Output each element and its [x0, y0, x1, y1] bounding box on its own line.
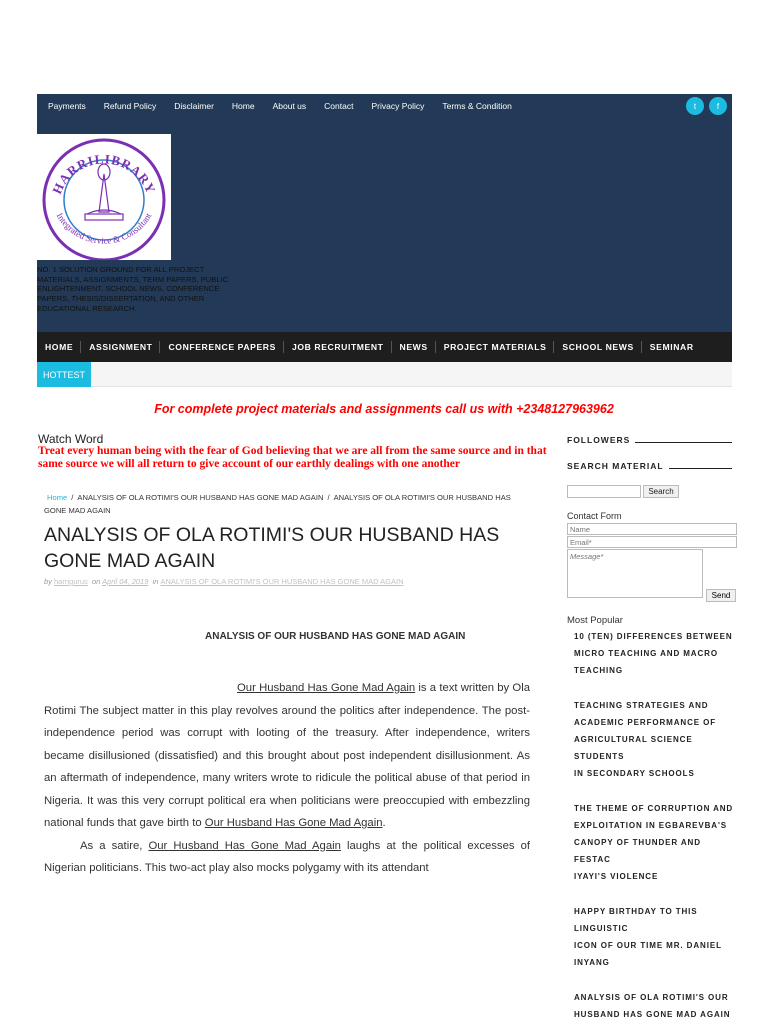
site-tagline: NO. 1 SOLUTION GROUND FOR ALL PROJECT MATERIALS, ASSIGNMENTS, TERM PAPERS, PUBLIC ENLIGHTENMENT, SCHOOL NEWS, CONFERENCE PAPERS, THESIS/DISSERTATION, AND OTHER EDUCATIONAL RESEARCH. [37, 265, 229, 313]
followers-title: FOLLOWERS [567, 435, 631, 445]
post-paragraph [44, 677, 530, 835]
twitter-icon[interactable]: t [686, 97, 704, 115]
hottest-ticker [37, 362, 732, 387]
social-links [686, 97, 732, 115]
breadcrumb-separator: / [71, 493, 74, 502]
main-nav-school-news[interactable]: SCHOOL NEWS [554, 341, 641, 353]
popular-post-link[interactable]: THE THEME OF CORRUPTION AND EXPLOITATION IN EGBAREVBA'S CANOPY OF THUNDER AND FESTAC IYAYI'S VIOLENCE [574, 804, 734, 881]
search-title: SEARCH MATERIAL [567, 461, 664, 471]
post-paragraph [44, 835, 530, 880]
breadcrumb-category[interactable]: ANALYSIS OF OLA ROTIMI'S OUR HUSBAND HAS GONE MAD AGAIN [77, 493, 324, 502]
most-popular-title: Most Popular [567, 615, 623, 626]
main-nav-seminar[interactable]: SEMINAR [649, 342, 694, 352]
top-nav-about-us[interactable]: About us [272, 101, 307, 111]
main-nav-conference-papers[interactable]: CONFERENCE PAPERS [160, 341, 283, 353]
top-nav-privacy-policy[interactable]: Privacy Policy [371, 101, 425, 111]
name-field[interactable] [567, 523, 737, 535]
logo-lower-text: Integrated Service & Consultant [54, 211, 154, 246]
popular-post-link[interactable]: ANALYSIS OF OLA ROTIMI'S OUR HUSBAND HAS GONE MAD AGAIN [574, 993, 731, 1019]
breadcrumb-separator: / [327, 493, 330, 502]
top-nav-payments[interactable]: Payments [48, 101, 86, 111]
heading-rule [635, 442, 732, 443]
watch-word-label: Watch Word [38, 432, 104, 446]
post-author[interactable]: harrigurus [54, 577, 88, 586]
search-button[interactable]: Search [643, 485, 679, 498]
breadcrumb-current: ANALYSIS OF OLA ROTIMI'S OUR HUSBAND HAS GONE MAD AGAIN [44, 493, 511, 515]
top-nav-terms[interactable]: Terms & Condition [442, 101, 512, 111]
paragraph-text: laughs at the political excesses of Nigerian politicians. This two-act play also mocks polygamy with its attendant [44, 839, 531, 874]
breadcrumb-home[interactable]: Home [47, 493, 68, 502]
top-nav [37, 94, 519, 118]
popular-post-link[interactable]: HAPPY BIRTHDAY TO THIS LINGUISTIC ICON OF OUR TIME MR. DANIEL INYANG [574, 907, 722, 967]
post-subheading: ANALYSIS OF OUR HUSBAND HAS GONE MAD AGAIN [205, 631, 466, 642]
facebook-icon[interactable]: f [709, 97, 727, 115]
top-bar [37, 94, 732, 118]
post-title: ANALYSIS OF OLA ROTIMI'S OUR HUSBAND HAS GONE MAD AGAIN [44, 524, 500, 572]
popular-post-link[interactable]: 10 (TEN) DIFFERENCES BETWEEN MICRO TEACHING AND MACRO TEACHING [574, 632, 733, 675]
play-title-link[interactable]: Our Husband Has Gone Mad Again [204, 817, 383, 829]
post-date[interactable]: April 04, 2019 [102, 577, 149, 586]
watch-word-text: Treat every human being with the fear of God believing that we are all from the same source and in that same source we will all return to give account of our earthly dealings with one another [38, 445, 547, 470]
site-header [37, 118, 732, 332]
search-heading [567, 461, 732, 471]
promo-banner: For complete project materials and assignments call us with +2348127963962 [154, 402, 614, 416]
top-nav-disclaimer[interactable]: Disclaimer [174, 101, 214, 111]
main-nav-home[interactable]: HOME [37, 341, 81, 353]
post-body [44, 677, 530, 880]
logo-arc-text: HARRILIBRARY [49, 151, 159, 197]
main-nav-assignment[interactable]: ASSIGNMENT [81, 341, 160, 353]
meta-by: by [44, 577, 52, 586]
followers-heading [567, 435, 732, 445]
top-nav-refund-policy[interactable]: Refund Policy [103, 101, 157, 111]
hottest-label: HOTTEST [37, 362, 91, 387]
paragraph-text: . [382, 817, 386, 829]
top-nav-contact[interactable]: Contact [324, 101, 354, 111]
play-title-link[interactable]: Our Husband Has Gone Mad Again [237, 682, 416, 694]
search-input[interactable] [567, 485, 641, 498]
post-meta [44, 577, 404, 586]
main-nav-project-materials[interactable]: PROJECT MATERIALS [436, 341, 555, 353]
contact-form-title: Contact Form [567, 511, 622, 521]
top-nav-home[interactable]: Home [231, 101, 255, 111]
main-nav-news[interactable]: NEWS [392, 341, 436, 353]
meta-in: in [152, 577, 159, 586]
main-nav [37, 332, 732, 362]
meta-on: on [91, 577, 101, 586]
email-field[interactable] [567, 536, 737, 548]
paragraph-text: is a text written by Ola Rotimi The subject matter in this play revolves around the politics after independence. The post-independence period was corrupt with looting of the treasury. After independence, writers became disillusioned (dissatisfied) and this brought about post independent disillusionment. As an aftermath of independence, many writers wrote to ridicule the political abuse of that period in Nigeria. It was this very corrupt political era when politicians were preoccupied with embezzling national funds that gave birth to [44, 682, 531, 829]
heading-rule [669, 468, 732, 469]
breadcrumb [44, 491, 534, 517]
message-field[interactable] [567, 549, 703, 598]
play-title-link[interactable]: Our Husband Has Gone Mad Again [148, 839, 341, 852]
main-nav-job-recruitment[interactable]: JOB RECRUITMENT [284, 341, 392, 353]
popular-post-link[interactable]: TEACHING STRATEGIES AND ACADEMIC PERFORMANCE OF AGRICULTURAL SCIENCE STUDENTS IN SECONDARY SCHOOLS [574, 701, 717, 778]
send-button[interactable]: Send [706, 589, 736, 602]
site-logo[interactable] [37, 134, 171, 260]
paragraph-lead: As a satire, [80, 839, 149, 852]
post-category[interactable]: ANALYSIS OF OLA ROTIMI'S OUR HUSBAND HAS GONE MAD AGAIN [160, 577, 404, 586]
most-popular-list [574, 628, 734, 1024]
